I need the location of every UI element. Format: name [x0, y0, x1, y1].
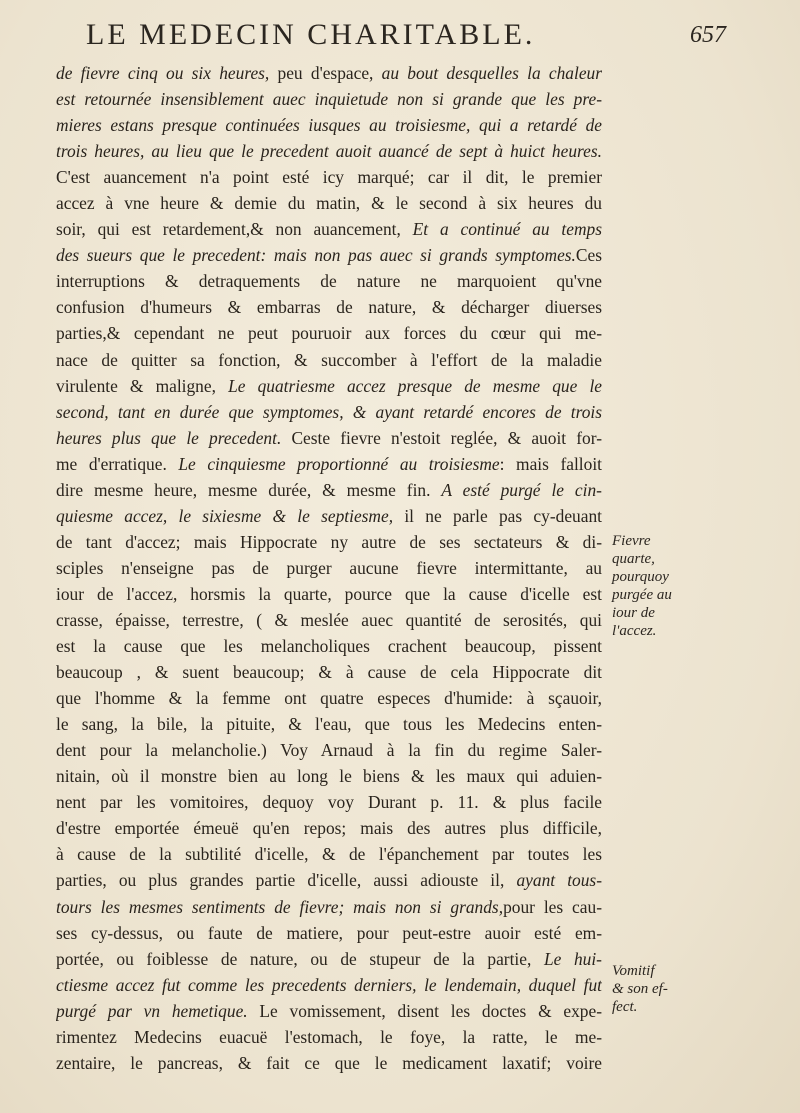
- text-line: [56, 633, 602, 659]
- text-line: [56, 399, 602, 425]
- margin-note-fievre-quarte: [612, 532, 672, 640]
- text-line: [56, 320, 602, 346]
- text-line: [56, 1050, 602, 1076]
- text-line: [56, 503, 602, 529]
- roman-text: virulente & maligne,: [56, 375, 229, 396]
- text-line: [56, 529, 602, 555]
- text-line: [56, 477, 602, 503]
- margin-note-line: & son ef-: [612, 981, 668, 997]
- margin-note-line: iour de: [612, 605, 655, 621]
- text-line: [56, 685, 602, 711]
- margin-note-line: Vomitif: [612, 963, 655, 979]
- text-line: [56, 920, 602, 946]
- margin-note-line: Fievre: [612, 533, 651, 549]
- text-line: [56, 451, 602, 477]
- roman-text: crasse, épaisse, terrestre, ( & meslée auec quantité de serosités, qui: [56, 609, 602, 630]
- italic-text: purgé par vn hemetique.: [56, 1000, 248, 1021]
- text-line: [56, 1024, 602, 1050]
- italic-text: est retournée insensiblement auec inquietude non si grande que les pre-: [56, 89, 602, 110]
- italic-text: second, tant en durée que symptomes, & ayant retardé encores de trois: [56, 401, 602, 422]
- roman-text: que l'homme & la femme ont quatre especes d'humide: à sçauoir,: [56, 688, 602, 709]
- text-line: [56, 894, 602, 920]
- margin-note-line: fect.: [612, 999, 638, 1015]
- roman-text: interruptions & detraquements de nature ne marquoient qu'vne: [56, 271, 602, 292]
- roman-text: accez à vne heure & demie du matin, & le second à six heures du: [56, 193, 602, 214]
- text-line: [56, 998, 602, 1024]
- text-line: [56, 815, 602, 841]
- text-line: [56, 164, 602, 190]
- roman-text: est la cause que les melancholiques crachent beaucoup, pissent: [56, 636, 602, 657]
- roman-text: nitain, où il monstre bien au long le biens & les maux qui aduien-: [56, 766, 602, 787]
- roman-text: confusion d'humeurs & embarras de nature, & décharger diuerses: [56, 297, 602, 318]
- margin-note-line: quarte,: [612, 551, 655, 567]
- text-line: [56, 268, 602, 294]
- roman-text: iour de l'accez, horsmis la quarte, pource que la cause d'icelle est: [56, 583, 602, 604]
- page-header: [86, 18, 726, 58]
- text-line: [56, 972, 602, 998]
- roman-text: ses cy-dessus, ou faute de matiere, pour peut-estre auoir esté em-: [56, 922, 602, 943]
- roman-text: parties, ou plus grandes partie d'icelle, aussi adiouste il,: [56, 870, 517, 891]
- text-line: [56, 737, 602, 763]
- roman-text: zentaire, le pancreas, & fait ce que le medicament laxatif; voire: [56, 1052, 602, 1073]
- text-line: [56, 841, 602, 867]
- italic-text: Le cinquiesme proportionné au troisiesme: [178, 453, 500, 474]
- italic-text: de fievre cinq ou six heures,: [56, 63, 270, 83]
- text-line: [56, 138, 602, 164]
- roman-text: nace de quitter sa fonction, & succomber à l'effort de la maladie: [56, 349, 602, 370]
- roman-text: Ces: [575, 245, 602, 266]
- italic-text: ayant tous-: [516, 870, 602, 891]
- italic-text: trois heures, au lieu que le precedent auoit auancé de sept à huict heures.: [56, 141, 602, 162]
- margin-note-line: purgée au: [612, 587, 672, 603]
- roman-text: me d'erratique.: [56, 453, 179, 474]
- margin-note-vomitif: [612, 962, 668, 1016]
- italic-text: Le hui-: [543, 948, 602, 969]
- text-line: [56, 607, 602, 633]
- roman-text: sciples n'enseigne pas de purger aucune fievre intermittante, au: [56, 557, 602, 578]
- italic-text: ctiesme accez fut comme les precedents derniers, le lendemain, duquel fut: [56, 974, 602, 995]
- italic-text: des sueurs que le precedent: mais non pas auec si grands symptomes.: [56, 245, 576, 266]
- roman-text: le sang, la bile, la pituite, & l'eau, que tous les Medecins enten-: [56, 714, 602, 735]
- roman-text: d'estre emportée émeuë qu'en repos; mais des autres plus difficile,: [56, 818, 602, 839]
- text-line: [56, 347, 602, 373]
- roman-text: : mais falloit: [499, 453, 602, 474]
- text-line: [56, 425, 602, 451]
- roman-text: pour les cau-: [503, 896, 602, 917]
- roman-text: peu d'espace,: [269, 63, 382, 83]
- italic-text: au bout desquelles la chaleur: [381, 63, 602, 83]
- italic-text: quiesme accez, le sixiesme & le septiesme,: [56, 505, 394, 526]
- text-line: [56, 659, 602, 685]
- roman-text: Le vomissement, disent les doctes & expe-: [247, 1000, 602, 1021]
- text-line: [56, 711, 602, 737]
- margin-note-line: pourquoy: [612, 569, 669, 585]
- text-line: [56, 60, 602, 86]
- roman-text: nent par les vomitoires, dequoy voy Durant p. 11. & plus facile: [56, 792, 602, 813]
- roman-text: à cause de la subtilité d'icelle, & de l'épanchement par toutes les: [56, 844, 602, 865]
- italic-text: A esté purgé le cin-: [441, 479, 602, 500]
- roman-text: de tant d'accez; mais Hippocrate ny autre de ses sectateurs & di-: [56, 531, 602, 552]
- italic-text: tours les mesmes sentiments de fievre; mais non si grands,: [56, 896, 504, 917]
- text-line: [56, 789, 602, 815]
- text-line: [56, 763, 602, 789]
- text-line: [56, 946, 602, 972]
- roman-text: dire mesme heure, mesme durée, & mesme fin.: [56, 479, 442, 500]
- text-line: [56, 867, 602, 893]
- body-text: [56, 60, 602, 1076]
- roman-text: portée, ou foiblesse de nature, ou de stupeur de la partie,: [56, 948, 544, 969]
- text-line: [56, 555, 602, 581]
- roman-text: il ne parle pas cy-deuant: [393, 505, 602, 526]
- roman-text: C'est auancement n'a point esté icy marqué; car il dit, le premier: [56, 167, 602, 188]
- roman-text: rimentez Medecins euacuë l'estomach, le foye, la ratte, le me-: [56, 1026, 602, 1047]
- italic-text: Le quatriesme accez presque de mesme que le: [228, 375, 602, 396]
- text-line: [56, 373, 602, 399]
- text-line: [56, 294, 602, 320]
- text-line: [56, 581, 602, 607]
- page-number: 657: [690, 22, 726, 48]
- text-line: [56, 242, 602, 268]
- roman-text: soir, qui est retardement,& non auancement,: [56, 219, 413, 240]
- text-line: [56, 190, 602, 216]
- running-title: LE MEDECIN CHARITABLE.: [86, 18, 536, 51]
- roman-text: Ceste fievre n'estoit reglée, & auoit for-: [281, 427, 602, 448]
- text-line: [56, 216, 602, 242]
- roman-text: parties,& cependant ne peut pouruoir aux forces du cœur qui me-: [56, 323, 602, 344]
- italic-text: mieres estans presque continuées iusques au troisiesme, qui a retardé de: [56, 115, 602, 136]
- italic-text: heures plus que le precedent.: [56, 427, 282, 448]
- text-line: [56, 86, 602, 112]
- margin-note-line: l'accez.: [612, 623, 657, 639]
- text-line: [56, 112, 602, 138]
- roman-text: beaucoup , & suent beaucoup; & à cause de cela Hippocrate dit: [56, 662, 602, 683]
- roman-text: dent pour la melancholie.) Voy Arnaud à la fin du regime Saler-: [56, 740, 602, 761]
- italic-text: Et a continué au temps: [412, 219, 602, 240]
